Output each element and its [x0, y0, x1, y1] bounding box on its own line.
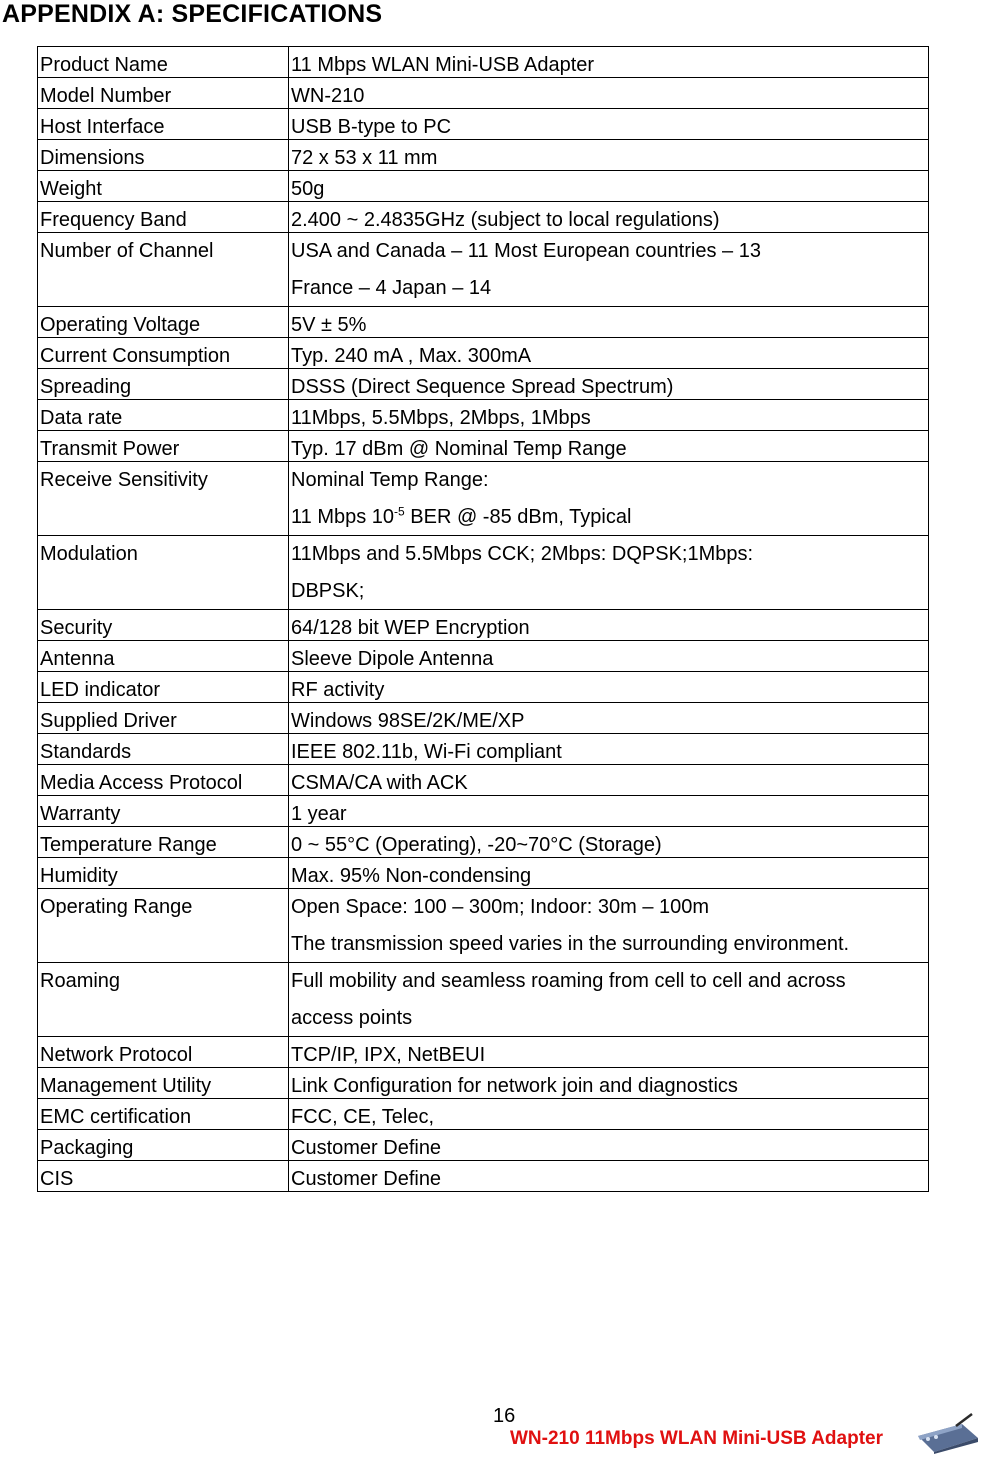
spec-label: Transmit Power: [38, 431, 289, 462]
spec-value: [289, 307, 929, 338]
spec-value-line: 11Mbps and 5.5Mbps CCK; 2Mbps: DQPSK;1Mbps:: [291, 543, 754, 565]
spec-value-line: 72 x 53 x 11 mm: [291, 147, 438, 169]
spec-value-line: The transmission speed varies in the surrounding environment.: [291, 933, 850, 955]
table-row: [38, 610, 929, 641]
spec-value-line: access points: [291, 1007, 413, 1029]
spec-value: [289, 78, 929, 109]
table-row: [38, 641, 929, 672]
spec-label: Supplied Driver: [38, 703, 289, 734]
spec-value-line: DBPSK;: [291, 580, 365, 602]
spec-value-line: Customer Define: [291, 1168, 442, 1190]
spec-value-line: Nominal Temp Range:: [291, 469, 489, 491]
spec-value-line: 11 Mbps WLAN Mini-USB Adapter: [291, 54, 595, 76]
spec-value: [289, 140, 929, 171]
spec-label: Packaging: [38, 1130, 289, 1161]
spec-value: [289, 202, 929, 233]
spec-value: [289, 963, 929, 1037]
spec-value-line: USA and Canada – 11 Most European countries – 13: [291, 240, 761, 262]
spec-value-line: 50g: [291, 178, 325, 200]
spec-label: CIS: [38, 1161, 289, 1192]
table-row: [38, 672, 929, 703]
spec-value: [289, 734, 929, 765]
exponent: -5: [394, 504, 405, 519]
spec-value: [289, 171, 929, 202]
table-row: [38, 171, 929, 202]
spec-label: Spreading: [38, 369, 289, 400]
spec-label: Current Consumption: [38, 338, 289, 369]
spec-value-line: Typ. 17 dBm @ Nominal Temp Range: [291, 438, 627, 460]
spec-value: [289, 889, 929, 963]
spec-value: [289, 1068, 929, 1099]
spec-value: [289, 672, 929, 703]
spec-value-line: IEEE 802.11b, Wi-Fi compliant: [291, 741, 562, 763]
table-row: [38, 796, 929, 827]
spec-label: Model Number: [38, 78, 289, 109]
table-row: [38, 765, 929, 796]
spec-value-text: 11 Mbps 10: [291, 506, 395, 528]
spec-value: [289, 400, 929, 431]
spec-value-line: Windows 98SE/2K/ME/XP: [291, 710, 525, 732]
spec-label: Network Protocol: [38, 1037, 289, 1068]
spec-value-line: Link Configuration for network join and diagnostics: [291, 1075, 738, 1097]
spec-value-line: Open Space: 100 – 300m; Indoor: 30m – 100m: [291, 896, 710, 918]
spec-value: [289, 796, 929, 827]
spec-value-line: USB B-type to PC: [291, 116, 452, 138]
table-row: [38, 734, 929, 765]
spec-value-line: [291, 505, 928, 529]
spec-value: [289, 610, 929, 641]
spec-value: [289, 462, 929, 536]
spec-value-line: 5V ± 5%: [291, 314, 367, 336]
spec-label: Product Name: [38, 47, 289, 78]
spec-value-line: FCC, CE, Telec,: [291, 1106, 434, 1128]
spec-label: Host Interface: [38, 109, 289, 140]
spec-label: Antenna: [38, 641, 289, 672]
spec-value: [289, 536, 929, 610]
spec-label: Operating Voltage: [38, 307, 289, 338]
table-row: [38, 338, 929, 369]
table-row: [38, 889, 929, 963]
spec-value: [289, 1037, 929, 1068]
spec-label: Security: [38, 610, 289, 641]
spec-value-line: DSSS (Direct Sequence Spread Spectrum): [291, 376, 674, 398]
table-row: [38, 1037, 929, 1068]
spec-value-line: CSMA/CA with ACK: [291, 772, 468, 794]
table-row: [38, 307, 929, 338]
spec-label: Receive Sensitivity: [38, 462, 289, 536]
spec-label: Standards: [38, 734, 289, 765]
spec-label: Frequency Band: [38, 202, 289, 233]
spec-value: [289, 233, 929, 307]
spec-label: EMC certification: [38, 1099, 289, 1130]
table-row: [38, 233, 929, 307]
spec-value: [289, 1099, 929, 1130]
spec-value-line: Typ. 240 mA , Max. 300mA: [291, 345, 532, 367]
spec-label: Management Utility: [38, 1068, 289, 1099]
spec-value-line: Full mobility and seamless roaming from cell to cell and across: [291, 970, 846, 992]
spec-label: Dimensions: [38, 140, 289, 171]
spec-value-line: WN-210: [291, 85, 365, 107]
spec-value: [289, 765, 929, 796]
spec-value: [289, 369, 929, 400]
spec-value-line: Max. 95% Non-condensing: [291, 865, 532, 887]
table-row: [38, 1161, 929, 1192]
spec-value: [289, 641, 929, 672]
spec-value: [289, 431, 929, 462]
spec-label: LED indicator: [38, 672, 289, 703]
table-row: [38, 858, 929, 889]
table-row: [38, 462, 929, 536]
spec-label: Number of Channel: [38, 233, 289, 307]
spec-value-line: RF activity: [291, 679, 385, 701]
specifications-table: [37, 46, 929, 1192]
table-row: [38, 827, 929, 858]
wlan-adapter-icon: [914, 1412, 980, 1454]
footer-title: WN-210 11Mbps WLAN Mini-USB Adapter: [510, 1428, 883, 1449]
spec-value: [289, 703, 929, 734]
spec-value-text: BER @ -85 dBm, Typical: [404, 506, 632, 528]
spec-label: Temperature Range: [38, 827, 289, 858]
spec-label: Media Access Protocol: [38, 765, 289, 796]
spec-label: Weight: [38, 171, 289, 202]
table-row: [38, 78, 929, 109]
spec-value-line: 0 ~ 55°C (Operating), -20~70°C (Storage): [291, 834, 662, 856]
spec-value-line: Customer Define: [291, 1137, 442, 1159]
spec-value-line: France – 4 Japan – 14: [291, 277, 492, 299]
spec-value: [289, 109, 929, 140]
page-number: 16: [493, 1405, 516, 1427]
page-heading: APPENDIX A: SPECIFICATIONS: [2, 0, 383, 28]
spec-value: [289, 47, 929, 78]
spec-value: [289, 858, 929, 889]
spec-value-line: 64/128 bit WEP Encryption: [291, 617, 530, 639]
table-row: [38, 47, 929, 78]
spec-value-line: 11Mbps, 5.5Mbps, 2Mbps, 1Mbps: [291, 407, 591, 429]
spec-label: Data rate: [38, 400, 289, 431]
spec-value-line: 2.400 ~ 2.4835GHz (subject to local regulations): [291, 209, 720, 231]
table-row: [38, 1068, 929, 1099]
spec-value: [289, 1161, 929, 1192]
spec-label: Humidity: [38, 858, 289, 889]
table-row: [38, 536, 929, 610]
table-row: [38, 431, 929, 462]
table-row: [38, 703, 929, 734]
spec-value: [289, 827, 929, 858]
table-row: [38, 202, 929, 233]
spec-label: Warranty: [38, 796, 289, 827]
table-row: [38, 369, 929, 400]
table-row: [38, 963, 929, 1037]
spec-label: Modulation: [38, 536, 289, 610]
table-row: [38, 109, 929, 140]
spec-value-line: 1 year: [291, 803, 347, 825]
table-row: [38, 1130, 929, 1161]
spec-label: Roaming: [38, 963, 289, 1037]
table-row: [38, 400, 929, 431]
table-row: [38, 140, 929, 171]
spec-value: [289, 1130, 929, 1161]
spec-value-line: Sleeve Dipole Antenna: [291, 648, 494, 670]
spec-value-line: TCP/IP, IPX, NetBEUI: [291, 1044, 486, 1066]
spec-value: [289, 338, 929, 369]
spec-label: Operating Range: [38, 889, 289, 963]
table-row: [38, 1099, 929, 1130]
